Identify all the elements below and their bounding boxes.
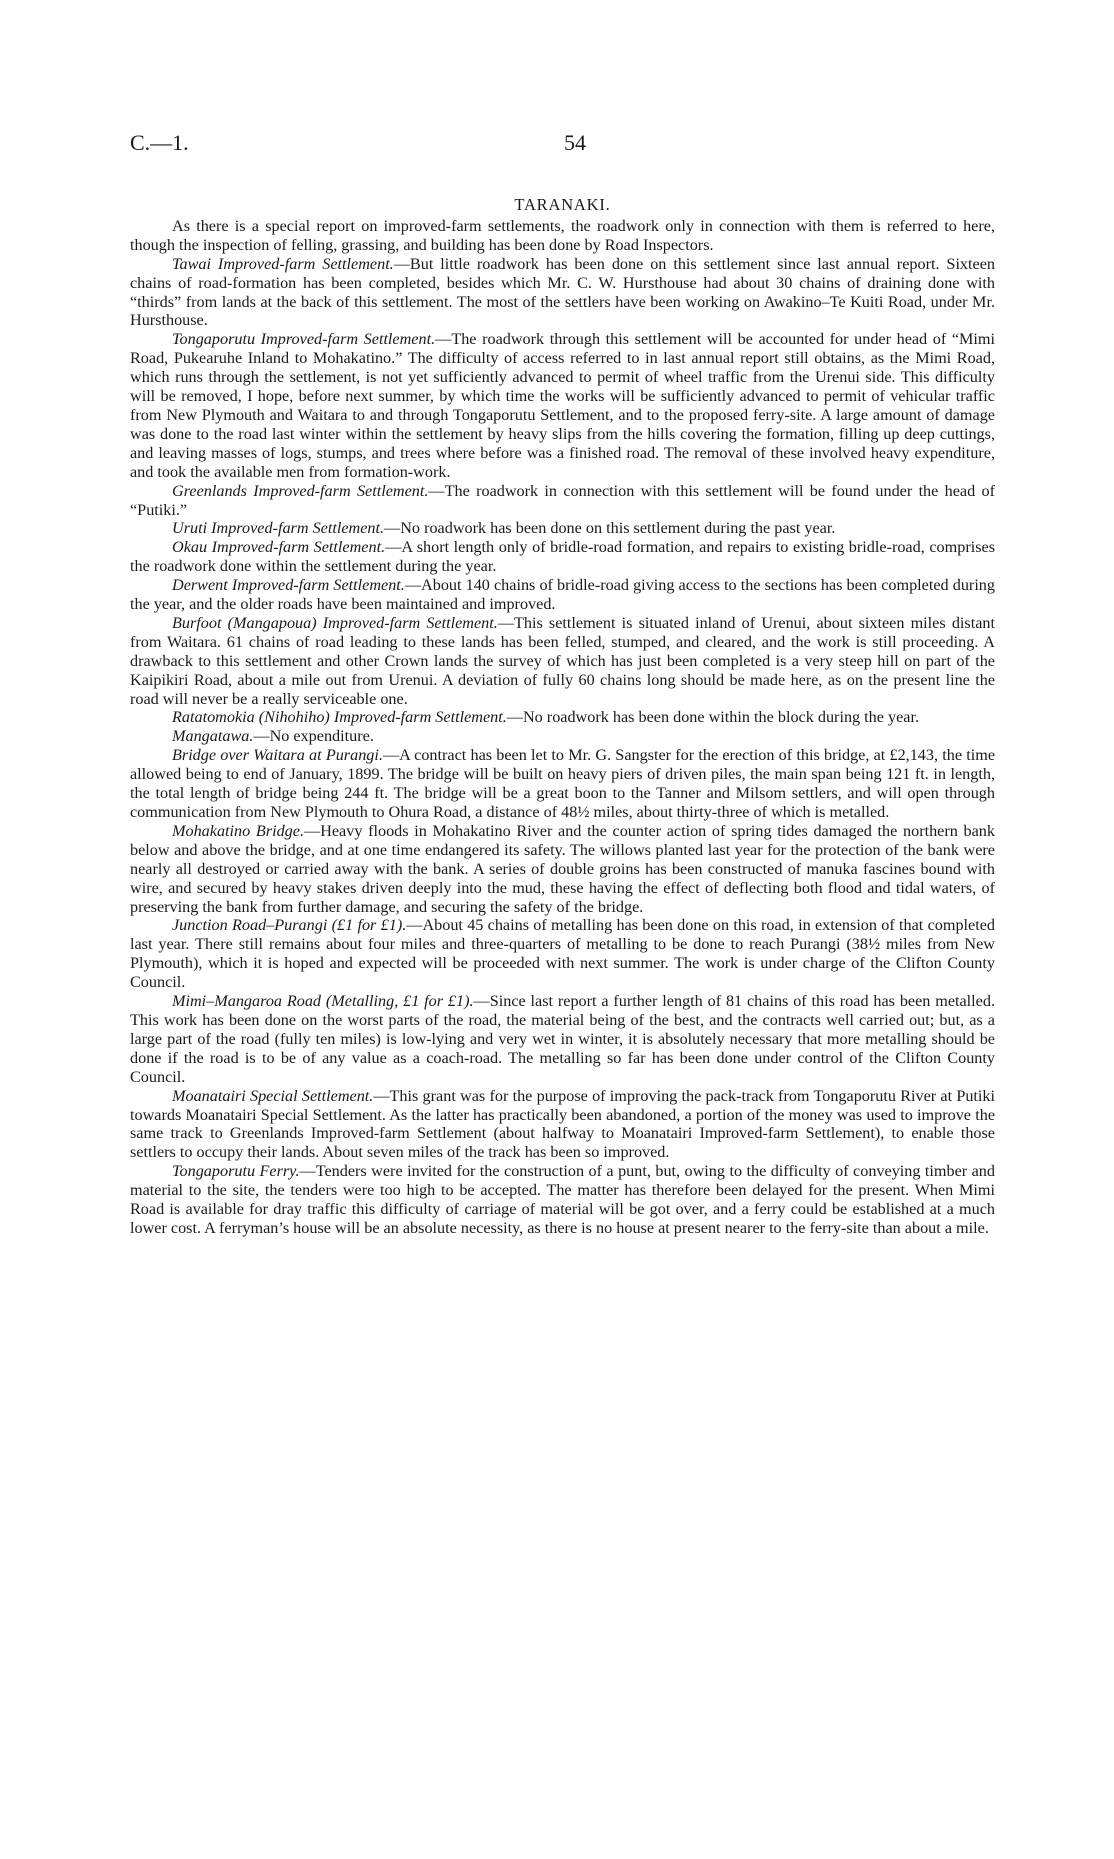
paragraph-text: —Heavy floods in Mohakatino River and the counter action of spring tides damaged the northern bank below and above the bridge, and at one time endangered its safety. The willows planted last year for the protection of the bank were nearly all destroyed or carried away with the bank. A series of double groins has been constructed of manuka fascines bound with wire, and secured by heavy stakes driven deeply into the mud, these having the effect of deflecting both flood and tidal waters, of preserving the bank from further damage, and securing the safety of the bridge. — [130, 821, 995, 916]
paragraph-heading: Tongaporutu Ferry. — [172, 1162, 300, 1181]
paragraph-heading: Derwent Improved-farm Settlement. — [172, 576, 405, 595]
paragraph-text: —No expenditure. — [253, 727, 374, 746]
paragraph-heading: Bridge over Waitara at Purangi. — [172, 746, 383, 765]
paragraph-text: —Tenders were invited for the construction of a punt, but, owing to the difficulty of conveying timber and material to the site, the tenders were too high to be accepted. The matter has therefore been delayed for the present. When Mimi Road is available for dray traffic this difficulty of carriage of material will be got over, and a ferry could be established at a much lower cost. A ferryman’s house will be an absolute necessity, as there is no house at present nearer to the ferry-site than about a mile. — [130, 1162, 995, 1237]
page-body — [130, 196, 995, 1238]
paragraph-text: —The roadwork through this settlement will be accounted for under head of “Mimi Road, Pukearuhe Inland to Mohakatino.” The difficulty of access referred to in last annual report still obtains, as the Mimi Road, which runs through the settlement, is not yet sufficiently advanced to permit of wheel traffic from the Urenui side. This difficulty will be removed, I hope, before next summer, by which time the works will be sufficiently advanced to permit of vehicular traffic from New Plymouth and Waitara to and through Tongaporutu Settlement, and to the proposed ferry-site. A large amount of damage was done to the road last winter within the settlement by heavy slips from the hills covering the formation, filling up deep cuttings, and leaving masses of logs, stumps, and trees where before was a finished road. The removal of these involved heavy expenditure, and took the available men from formation-work. — [130, 330, 996, 481]
paragraph-heading: Tawai Improved-farm Settlement. — [172, 254, 394, 273]
paragraph-heading: Mimi–Mangaroa Road (Metalling, £1 for £1). — [172, 992, 474, 1011]
paragraph — [130, 916, 995, 992]
paragraph-heading: Burfoot (Mangapoua) Improved-farm Settlement. — [172, 613, 498, 632]
paragraph — [130, 538, 995, 576]
paragraph-text: As there is a special report on improved-farm settlements, the roadwork only in connection with them is referred to here, though the inspection of felling, grassing, and building has been done by Road Inspectors. — [130, 216, 995, 254]
paragraph-heading: Greenlands Improved-farm Settlement. — [172, 481, 429, 500]
document-reference: C.—1. — [130, 130, 189, 155]
paragraph-text: —But little roadwork has been done on this settlement since last annual report. Sixteen chains of road-formation has been completed, besides which Mr. C. W. Hursthouse had about 30 chains of draining done with “thirds” from lands at the back of this settlement. The most of the settlers have been working on Awakino–Te Kuiti Road, under Mr. Hursthouse. — [130, 254, 995, 330]
paragraph-heading: Uruti Improved-farm Settlement. — [172, 519, 385, 538]
paragraph — [130, 992, 995, 1087]
paragraph — [130, 1162, 995, 1238]
paragraph-text: —Since last report a further length of 81 chains of this road has been metalled. This work has been done on the worst parts of the road, the material being of the best, and the contracts well carried out; but, as a large part of the road (fully ten miles) is low-lying and very wet in winter, it is absolutely necessary that more metalling should be done if the road is to be of any value as a coach-road. The metalling so far has been done under control of the Clifton County Council. — [130, 992, 996, 1086]
paragraph-text: —This grant was for the purpose of improving the pack-track from Tongaporutu River at Putiki towards Moanatairi Special Settlement. As the latter has practically been abandoned, a portion of the money was used to improve the same track to Greenlands Improved-farm Settlement (about halfway to Moanatairi Improved-farm Settlement), to enable those settlers to occupy their lands. About seven miles of the track has been so improved. — [130, 1086, 996, 1162]
paragraph — [130, 255, 995, 331]
paragraph-list — [130, 217, 995, 1238]
paragraph-text: —The roadwork in connection with this settlement will be found under the head of “Putiki.” — [130, 481, 995, 519]
section-title: TARANAKI. — [514, 195, 611, 214]
paragraph-heading: Junction Road–Purangi (£1 for £1). — [172, 916, 407, 935]
paragraph-text: —About 45 chains of metalling has been done on this road, in extension of that completed last year. There still remains about four miles and three-quarters of metalling to be done to reach Purangi (38½ miles from New Plymouth), which it is hoped and expected will be proceeded with next summer. The work is under charge of the Clifton County Council. — [130, 916, 996, 992]
paragraph-text: —About 140 chains of bridle-road giving access to the sections has been completed during the year, and the older roads have been maintained and improved. — [130, 576, 995, 614]
paragraph-heading: Tongaporutu Improved-farm Settlement. — [172, 330, 436, 349]
paragraph — [130, 614, 995, 709]
paragraph — [130, 519, 995, 538]
paragraph — [130, 708, 995, 727]
paragraph-text: —A short length only of bridle-road formation, and repairs to existing bridle-road, comprises the roadwork done within the settlement during the year. — [130, 538, 995, 576]
paragraph-heading: Moanatairi Special Settlement. — [172, 1086, 374, 1105]
paragraph-text: —No roadwork has been done on this settlement during the past year. — [384, 519, 836, 538]
page-number: 54 — [564, 130, 586, 155]
paragraph — [130, 217, 995, 255]
paragraph-text: —No roadwork has been done within the block during the year. — [506, 708, 920, 727]
paragraph — [130, 746, 995, 822]
paragraph-heading: Ratatomokia (Nihohiho) Improved-farm Settlement. — [172, 708, 507, 727]
paragraph-text: —A contract has been let to Mr. G. Sangster for the erection of this bridge, at £2,143, the time allowed being to end of January, 1899. The bridge will be built on heavy piers of driven piles, the main span being 121 ft. in length, the total length of bridge being 244 ft. The bridge will be a great boon to the Tanner and Milsom settlers, and will open through communication from New Plymouth to Ohura Road, a distance of 48½ miles, about thirty-three of which is metalled. — [130, 746, 996, 821]
paragraph-heading: Mohakatino Bridge. — [172, 821, 304, 840]
paragraph — [130, 482, 995, 520]
paragraph — [130, 576, 995, 614]
paragraph-text: —This settlement is situated inland of Urenui, about sixteen miles distant from Waitara. 61 chains of road leading to these lands has been felled, stumped, and cleared, and the work is still proceeding. A drawback to this settlement and other Crown lands the survey of which has just been completed is a very steep hill on part of the Kaipikiri Road, about a mile out from Urenui. A deviation of fully 60 chains long should be made here, as on the present line the road will never be a really serviceable one. — [130, 613, 995, 708]
paragraph — [130, 1087, 995, 1163]
paragraph — [130, 330, 995, 481]
page-header — [130, 130, 990, 158]
paragraph — [130, 727, 995, 746]
paragraph-heading: Okau Improved-farm Settlement. — [172, 538, 386, 557]
paragraph-heading: Mangatawa. — [172, 727, 254, 746]
paragraph — [130, 822, 995, 917]
